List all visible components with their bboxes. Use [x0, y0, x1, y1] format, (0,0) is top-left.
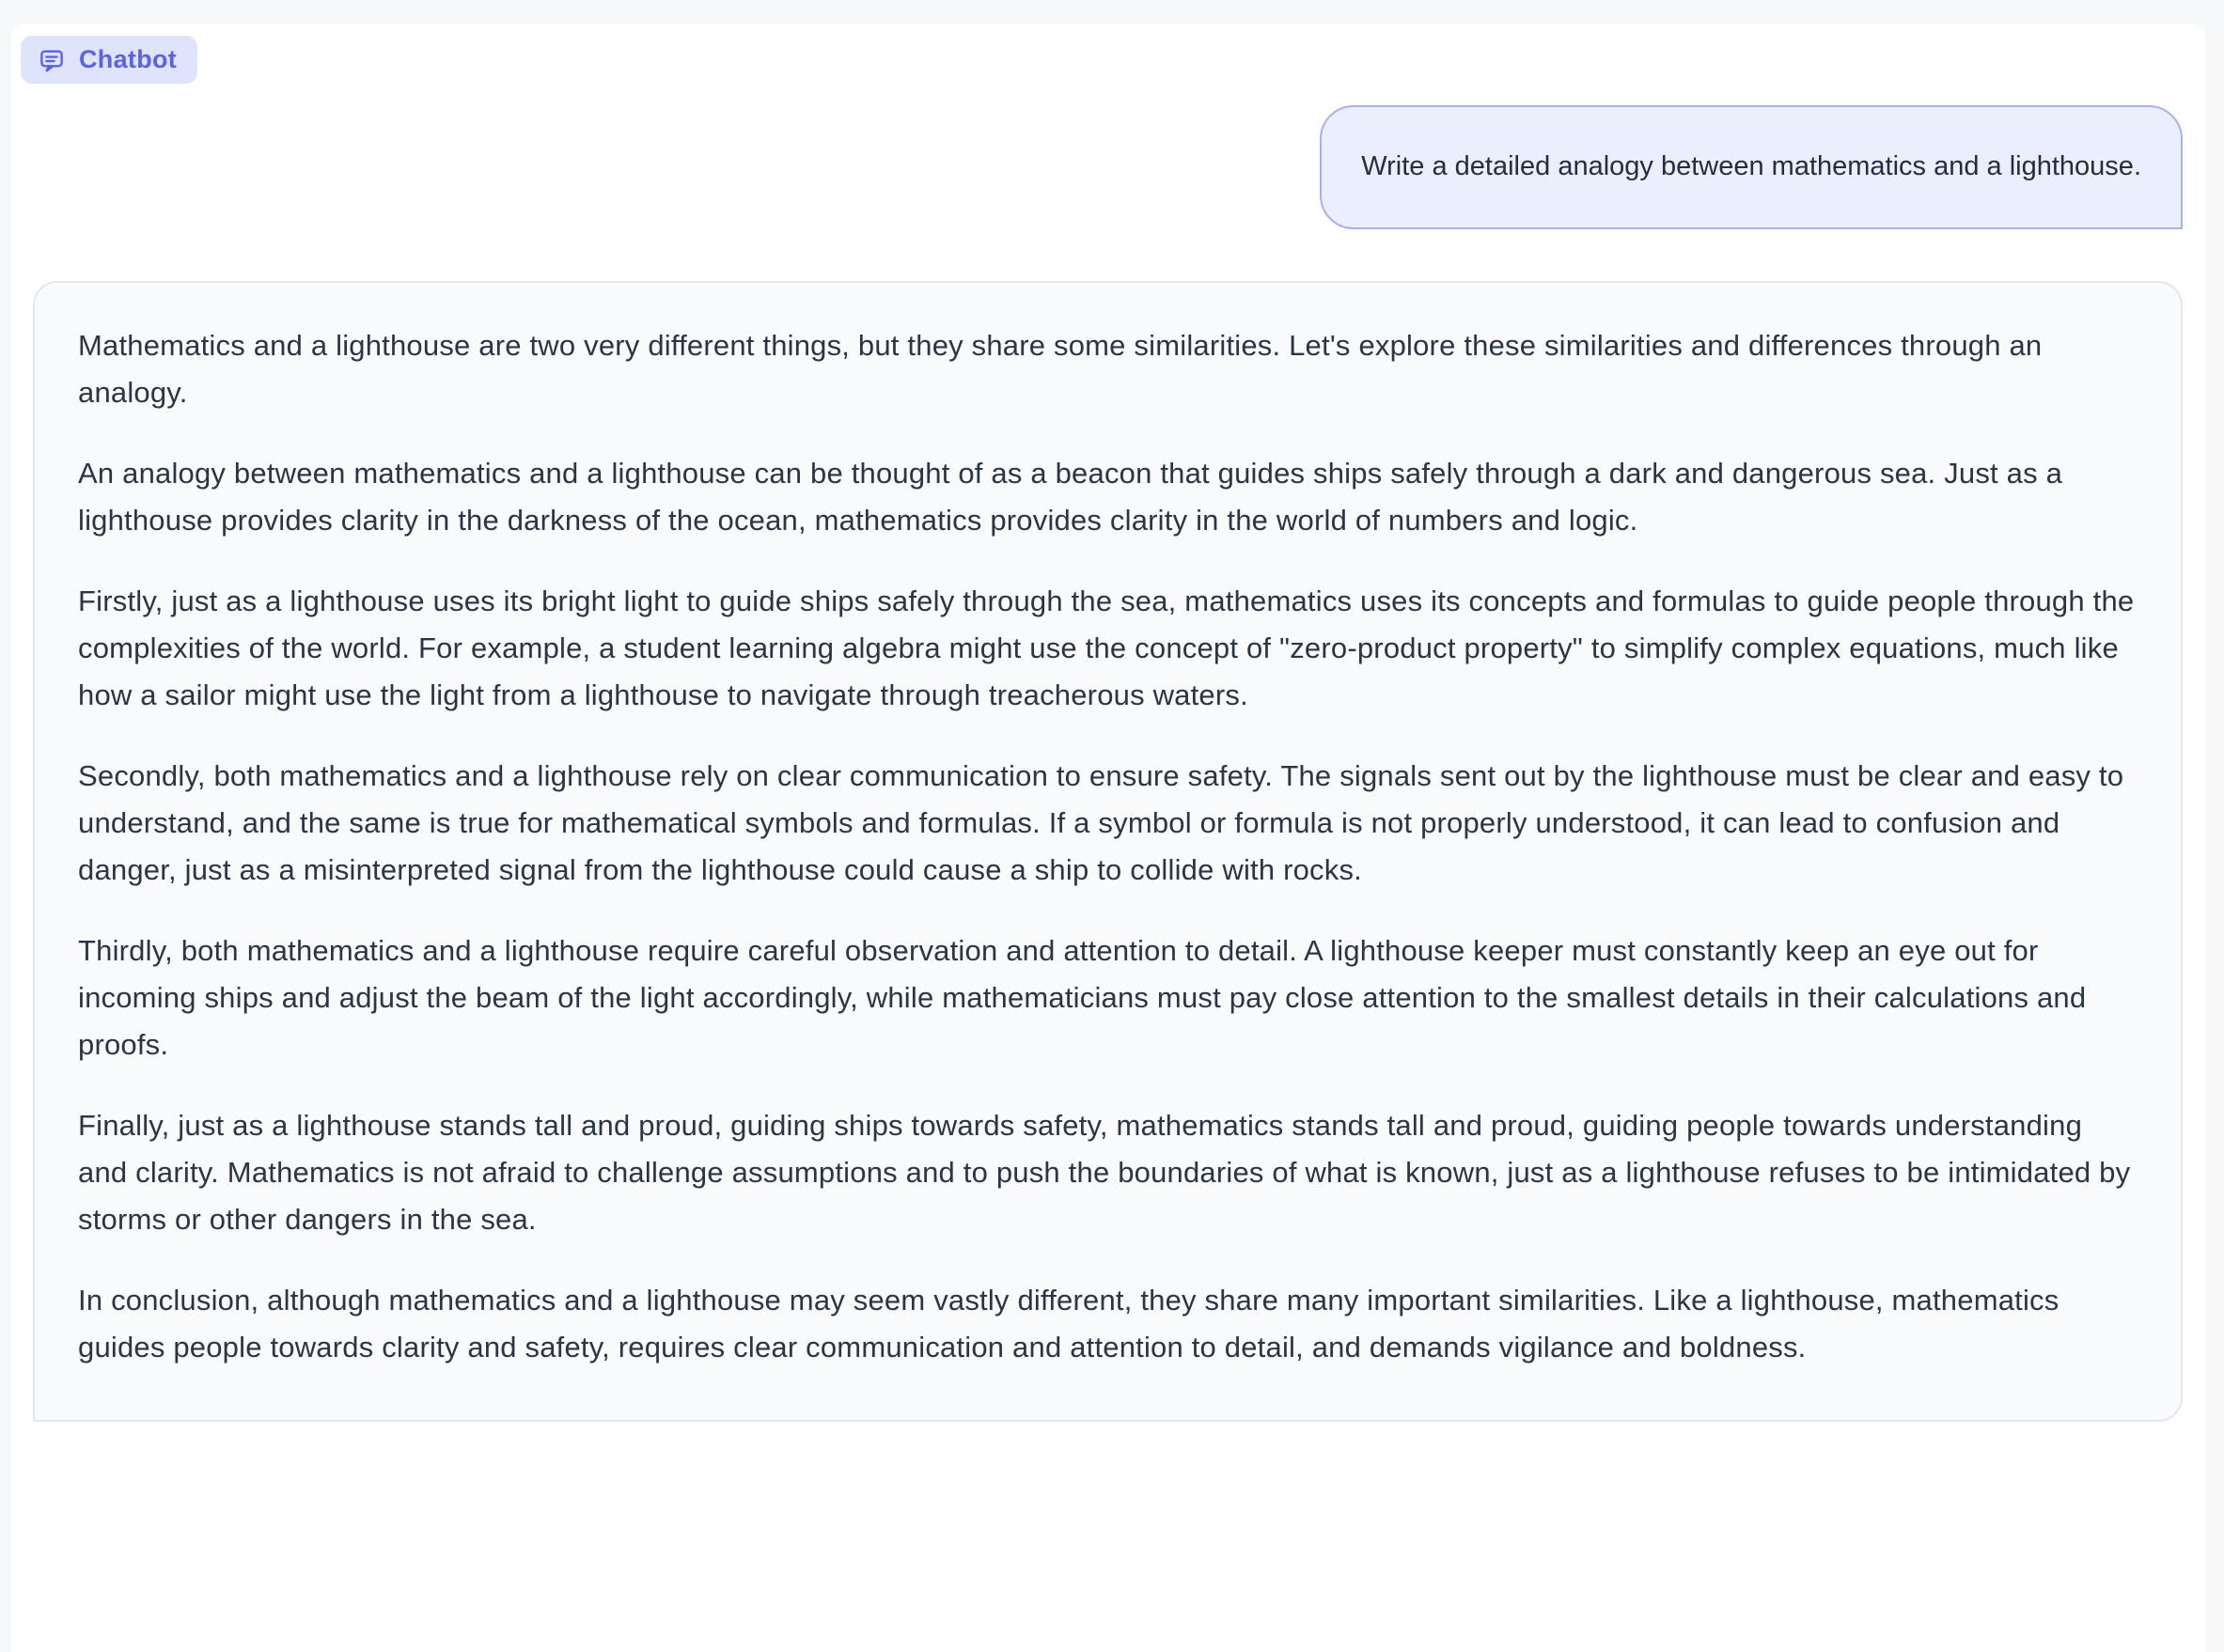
user-message [1320, 105, 2183, 229]
bot-paragraph: Thirdly, both mathematics and a lighthouse require careful observation and attention to detail. A lighthouse keeper must constantly keep an eye out for incoming ships and adjust the beam of the light accordingly, while mathematicians must pay close attention to the smallest details in their calculations and proofs. [78, 933, 2087, 1061]
app-container [11, 23, 2205, 1652]
bot-paragraph: Mathematics and a lighthouse are two very different things, but they share some similarities. Let's explore these similarities and differences through an analogy. [78, 328, 2043, 409]
bot-paragraph: An analogy between mathematics and a lighthouse can be thought of as a beacon that guides ships safely through a dark and dangerous sea. Just as a lighthouse provides clarity in the darkness of the ocean, mathematics provides clarity in the world of numbers and logic. [78, 456, 2063, 537]
bot-paragraph: Secondly, both mathematics and a lighthouse rely on clear communication to ensure safety. The signals sent out by the lighthouse must be clear and easy to understand, and the same is true for mathematical symbols and formulas. If a symbol or formula is not properly understood, it can lead to confusion and danger, just as a misinterpreted signal from the lighthouse could cause a ship to collide with rocks. [78, 758, 2124, 886]
user-message-row [33, 105, 2183, 229]
chat-bubble-icon [38, 46, 66, 74]
bot-paragraph: Finally, just as a lighthouse stands tall and proud, guiding ships towards safety, mathematics stands tall and proud, guiding people towards understanding and clarity. Mathematics is not afraid to challenge assumptions and to push the boundaries of what is known, just as a lighthouse refuses to be intimidated by storms or other dangers in the sea. [78, 1108, 2131, 1236]
bot-paragraph: In conclusion, although mathematics and a lighthouse may seem vastly different, they share many important similarities. Like a lighthouse, mathematics guides people towards clarity and safety, requires clear communication and attention to detail, and demands vigilance and boldness. [78, 1283, 2060, 1364]
chatbot-panel[interactable] [11, 23, 2205, 1459]
bot-message [33, 281, 2183, 1422]
chatbot-label-text: Chatbot [79, 45, 178, 73]
chat-messages[interactable] [21, 84, 2183, 1422]
chatbot-label [21, 36, 197, 84]
bot-paragraph: Firstly, just as a lighthouse uses its bright light to guide ships safely through the sea, mathematics uses its concepts and formulas to guide people through the complexities of the world. For example, a student learning algebra might use the concept of "zero-product property" to simplify complex equations, much like how a sailor might use the light from a lighthouse to navigate through treacherous waters. [78, 584, 2135, 711]
user-message-text: Write a detailed analogy between mathematics and a lighthouse. [1361, 151, 2141, 181]
bot-message-row [33, 281, 2183, 1422]
